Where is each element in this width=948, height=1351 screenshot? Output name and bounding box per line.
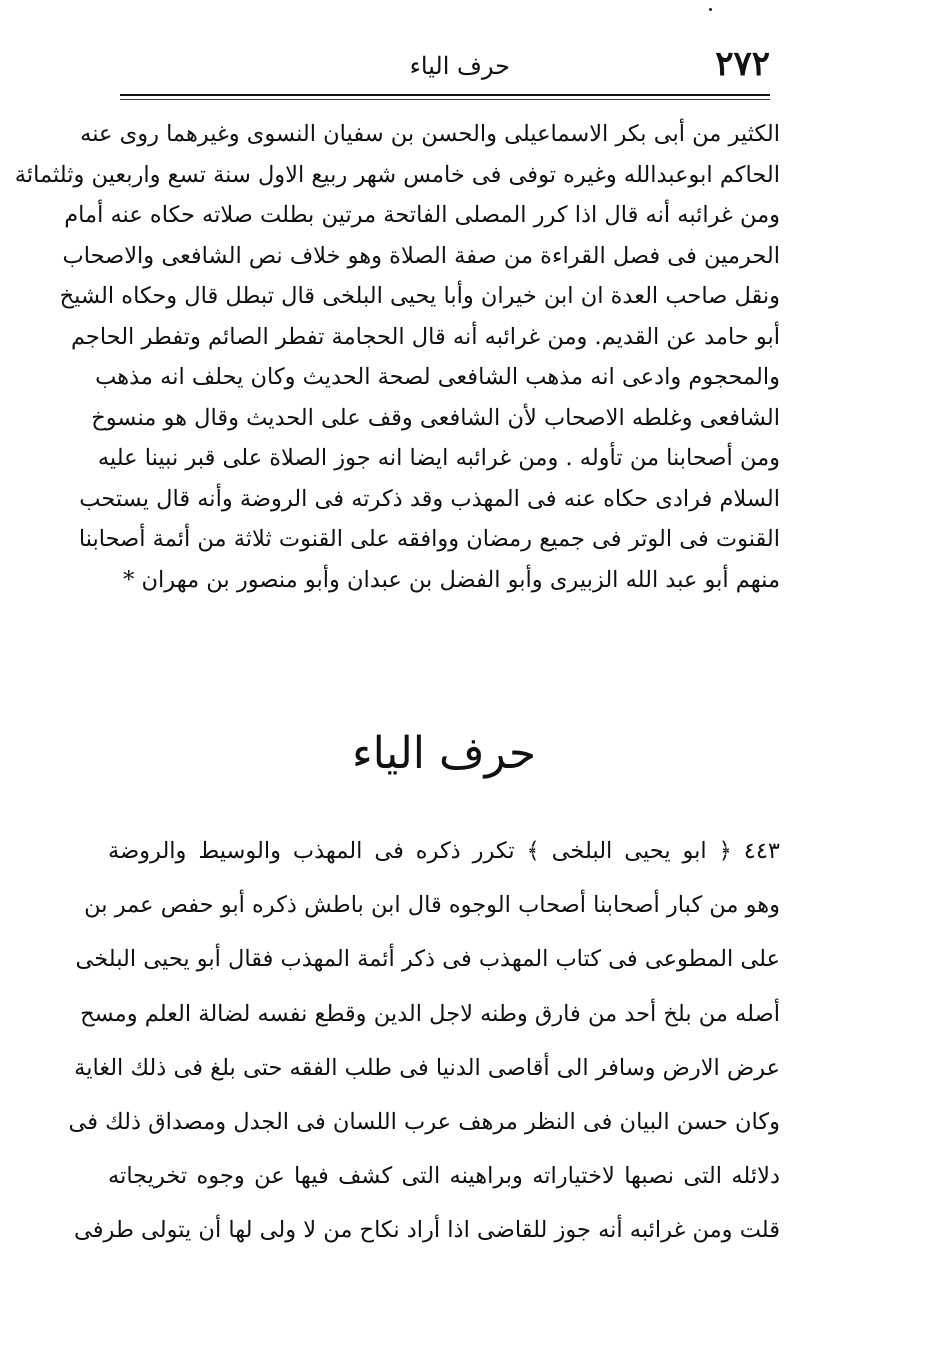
running-title: حرف الياء: [409, 52, 510, 80]
header-rule: [120, 94, 770, 96]
text-line: قلت ومن غرائبه أنه جوز للقاضى اذا أراد نكاح من لا ولى لها أن يتولى طرفى: [74, 1217, 780, 1244]
text-line: ومن غرائبه أنه قال اذا كرر المصلى الفاتحة مرتين بطلت صلاته حكاه عنه أمام: [64, 202, 780, 228]
text-line: أبو حامد عن القديم. ومن غرائبه أنه قال الحجامة تفطر الصائم وتفطر الحاجم: [70, 323, 780, 350]
text-line: منهم أبو عبد الله الزبيرى وأبو الفضل بن عبدان وأبو منصور بن مهران *: [123, 566, 780, 593]
text-line: وكان حسن البيان فى النظر مرهف عرب اللسان فى الجدل ومصداق ذلك فى: [68, 1108, 780, 1135]
text-line: الحاكم ابوعبدالله وغيره توفى فى خامس شهر ربيع الاول سنة تسع واربعين وثلثمائة: [14, 161, 780, 188]
upper-text-block: [14, 114, 780, 600]
page-number: ٢٧٢: [715, 44, 770, 84]
text-line: الحرمين فى فصل القراءة من صفة الصلاة وهو خلاف نص الشافعى والاصحاب: [62, 242, 780, 269]
header-rule-thin: [120, 99, 770, 100]
text-line: وهو من كبار أصحابنا أصحاب الوجوه قال ابن باطش ذكره أبو حفص عمر بن: [84, 892, 780, 919]
text-line: دلائله التى نصبها لاختياراته وبراهينه التى كشف فيها عن وجوه تخريجاته: [108, 1163, 780, 1190]
print-speck: [709, 8, 712, 11]
text-line: على المطوعى فى كتاب المهذب فى ذكر أئمة المهذب فقال أبو يحيى البلخى: [75, 946, 780, 973]
text-line: الشافعى وغلطه الاصحاب لأن الشافعى وقف على الحديث وقال هو منسوخ: [91, 404, 780, 431]
text-line: والمحجوم وادعى انه مذهب الشافعى لصحة الحديث وكان يحلف انه مذهب: [95, 364, 780, 390]
section-heading: حرف الياء: [351, 728, 537, 779]
text-line: عرض الارض وسافر الى أقاصى الدنيا فى طلب الفقه حتى بلغ فى ذلك الغاية: [74, 1054, 780, 1081]
text-line: السلام فرادى حكاه عنه فى المهذب وقد ذكرته فى الروضة وأنه قال يستحب: [79, 485, 780, 512]
text-line: الكثير من أبى بكر الاسماعيلى والحسن بن سفيان النسوى وغيرهما روى عنه: [80, 121, 780, 147]
entry-heading-line: ٤٤٣ ﴿ ابو يحيى البلخى ﴾ تكرر ذكره فى المهذب والوسيط والروضة: [108, 838, 780, 864]
text-line: أصله من بلخ أحد من فارق وطنه لاجل الدين وقطع نفسه لضالة العلم ومسح: [80, 1000, 780, 1027]
text-line: ونقل صاحب العدة ان ابن خيران وأبا يحيى البلخى قال تبطل قال وحكاه الشيخ: [59, 283, 780, 309]
lower-text-block: [68, 824, 780, 1258]
text-line: ومن أصحابنا من تأوله . ومن غرائبه ايضا انه جوز الصلاة على قبر نبينا عليه: [97, 445, 780, 471]
page-header: [120, 40, 770, 92]
text-line: القنوت فى الوتر فى جميع رمضان ووافقه على القنوت ثلاثة من أئمة أصحابنا: [78, 526, 780, 552]
